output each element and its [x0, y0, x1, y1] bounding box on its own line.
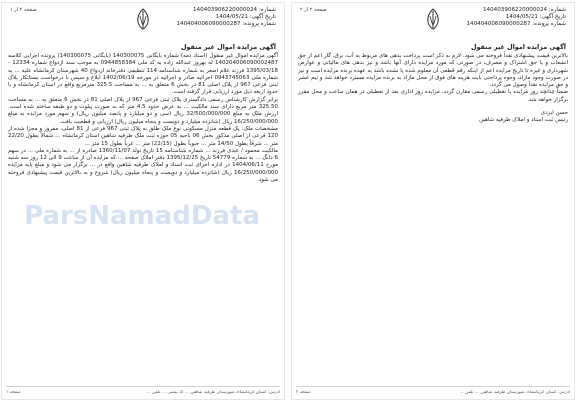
notice-page-left [1, 2, 285, 400]
watermark-logo-icon [22, 178, 262, 258]
iran-emblem-icon [421, 7, 445, 31]
notice-body [298, 53, 568, 124]
footer-page: صفحه ۲ [296, 389, 311, 395]
signer-title: رئیس ثبت اسناد و املاک طرفیه شاهین [479, 117, 568, 124]
case-number: شماره پرونده: 140404006090000287 [176, 20, 276, 27]
notice-title: آگهی مزایده اموال غیر منقول [180, 43, 276, 51]
body-paragraph: آگهی مزایده اموال غیر منقول (اسناد ذمه) شماره بایگانی 140300075 (بایگانی 140300075) پرونده اجرایی کلاسه 140204006090002487 له بهروز عبدالله زاده به کد ملی 0944858384 به موجب سند ازدواج شماره 12334 - 1395/03/18 فرزند غلام اصغر به شماره شناسنامه 114 تنظیمی دفترخانه ازدواج 40 شهرستان کرمانشاه علیه ... به شماره ملی 0943745063 اجرائیه صادر و اجرائیه در مورخه 1402/06/19 ابلاغ و سپس با درخواست بستانکار پلاک ثبتی فرعی 967 از پلاک اصلی 81 در بخش 6 متعلق به ... به مساحت 325.5 مترمربع واقع در استان کرمانشاه و با حدود اربعه ذیل مورد ارزیابی قرار گرفته است. [8, 53, 278, 96]
page-header [2, 3, 284, 41]
notice-number: شماره: 140403906220000024 [193, 7, 276, 13]
header-meta [176, 7, 276, 27]
page-footer [296, 386, 570, 397]
page-header [292, 3, 574, 41]
header-meta [466, 7, 566, 27]
footer-page: صفحه ۱ [6, 389, 21, 395]
page-number: صفحه ۲ از ۱ [10, 7, 37, 13]
svg-text:ParsNamadData: ParsNamadData [24, 201, 260, 231]
iran-emblem-icon [131, 7, 155, 31]
case-number: شماره پرونده: 140404006090000287 [466, 20, 566, 27]
page-number: صفحه ۲ از ۲ [300, 7, 327, 13]
notice-date: تاریخ آگهی: 1404/05/21 [505, 13, 566, 20]
notice-date: تاریخ آگهی: 1404/05/21 [215, 13, 276, 20]
page-footer [6, 386, 280, 397]
footer-address: آدرس: استان کرمانشاه، شهرستان طرفیه شاهین ... تلفن ... [459, 389, 570, 395]
body-paragraph: ضمناً چنانچه روز مزایده با تعطیلی رسمی مقارن گردد، مزایده روز اداری بعد از تعطیلی در همان ساعت و محل مقرر برگزار خواهد شد. [298, 89, 568, 103]
notice-title: آگهی مزایده اموال غیر منقول [470, 43, 566, 51]
body-paragraph: برابر گزارش کارشناس رسمی دادگستری پلاک ثبتی فرعی 967 از پلاک اصلی 81 در بخش 6 متعلق به ... به مساحت 325.50 متر مربع دارای سند مالکیت ... به عرض حدود 4.5 متر که به صورت پیلوت و دو طبقه ساخته شده است. ارزش ملک به مبلغ 32/500/000/000 ریال (سی و دو میلیارد و پانصد میلیون ریال) و سهم مورد مزایده به مبلغ 16/250/000/000 ریال (شانزده میلیارد و دویست و پنجاه میلیون ریال) ارزیابی و قطعیت یافت. [8, 96, 278, 125]
body-paragraph: مشخصات ملک: یک قطعه منزل مسکونی نوع ملک طلق به پلاک ثبتی 967 فرعی از 81 اصلی، مفروز و مجزا شده از 120 فرعی از اصلی مذکور بخش 06 ناحیه 05 حوزه ثبت ملک طرفیه شاهین استان کرمانشاه ... شمالاً بطول 22/20 متر ... شرقاً بطول 14/50 متر ... جنوباً بطول (22/15) متر ... غرباً بطول 15 متر ... [8, 125, 278, 147]
signature-block [298, 110, 568, 124]
signer-name: حسن ایزدی [540, 110, 568, 117]
footer-address: آدرس: استان کرمانشاه، شهرستان طرفیه شاهین ... کد پستی ... تلفن ... [146, 389, 280, 395]
body-paragraph: بالاترین قیمت پیشنهادی نقداً فروخته می شود. لازم به ذکر است پرداخت بدهی های مربوط به آب، برق، گاز اعم از حق انشعاب و یا حق اشتراک و مصرف، در صورتی که مورد مزایده دارای آنها باشد و نیز بدهی های مالیاتی و عوارض شهرداری و غیره تا تاریخ مزایده اعم از اینکه رقم قطعی آن معلوم شده یا نشده باشد به عهده برنده مزایده است و نیز در صورت وجود مازاد، وجوه پرداختی بابت هزینه های فوق از محل مازاد به برنده مزایده مسترد خواهد شد و نیم عشر و حق مزایده نقداً وصول می گردد. [298, 53, 568, 89]
notice-number: شماره: 140403906220000024 [483, 7, 566, 13]
notice-page-right [291, 2, 575, 400]
body-paragraph: مالکیت محمود / عبدی فرزند ... شماره شناسنامه 15 تاریخ تولد 1360/11/07 صادره از ... به شماره ملی ... در سهم 6 دانگ ... به شماره 54779 تاریخ 1395/12/25 دفتر املاک صفحه ... که مزایده آن از ساعت 9 الی 12 روز سه شنبه مورخ 1404/06/11 در اداره اجرای ثبت اسناد و املاک طرفیه شاهین واقع در ... برگزار می شود و مبلغ پایه مزایده 16/250/000/000 ریال (شانزده میلیارد و دویست و پنجاه میلیون ریال) شروع و به بالاترین قیمت پیشنهادی فروخته می شود. [8, 147, 279, 184]
notice-body [8, 53, 278, 184]
